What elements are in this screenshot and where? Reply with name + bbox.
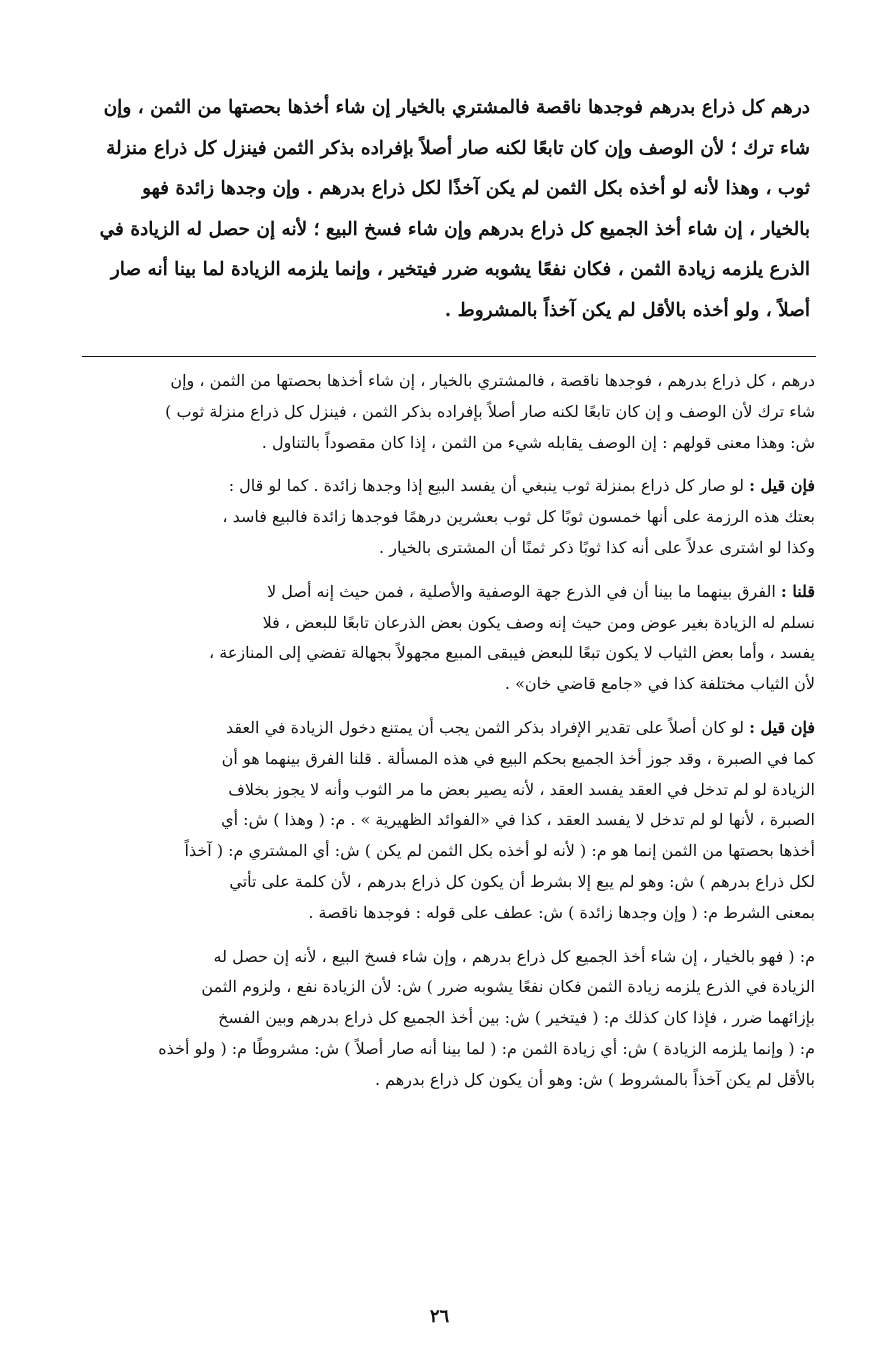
main-text-line: شاء ترك ؛ لأن الوصف وإن كان تابعًا لكنه صار أصلاً بإفراده بذكر الثمن فينزل كل ذراع منزلة xyxy=(106,137,810,159)
commentary-paragraph xyxy=(80,471,815,563)
commentary-paragraph xyxy=(80,713,815,929)
paragraph-lead: قلنا : xyxy=(780,581,815,601)
main-text-line: ثوب ، وهذا لأنه لو أخذه بكل الثمن لم يكن آخذًا لكل ذراع بدرهم . وإن وجدها زائدة فهو xyxy=(142,178,810,199)
commentary-line: نسلم له الزيادة بغير عوض ومن حيث إنه وصف يكون بعض الذرعان تابعًا للبعض ، فلا xyxy=(262,612,815,632)
commentary-line: بعتك هذه الرزمة على أنها خمسون ثوبًا كل ثوب بعشرين درهمًا فوجدها زائدة فالبيع فاسد ، xyxy=(222,507,815,527)
commentary-line xyxy=(80,577,815,608)
commentary-line: لكل ذراع بدرهم ) ش: وهو لم يبع إلا بشرط أن يكون كل ذراع بدرهم ، لأن كلمة على تأتي xyxy=(229,871,815,891)
commentary-line: م: ( وإنما يلزمه الزيادة ) ش: أي زيادة الثمن م: ( لما بينا أنه صار أصلاً ) ش: مشروطًا م: ( ولو أخذه xyxy=(158,1038,815,1058)
page-number: ٢٦ xyxy=(429,1306,450,1327)
commentary-line: الصبرة ، لأنها لو لم تدخل لا يفسد العقد ، كذا في «الفوائد الظهيرية » . م: ( وهذا ) ش: أي xyxy=(221,810,815,830)
commentary-line: بإزائهما ضرر ، فإذا كان كذلك م: ( فيتخير ) ش: بين أخذ الجميع كل ذراع بدرهم وبين الفسخ xyxy=(218,1008,815,1028)
line-text: الفرق بينهما ما بينا أن في الذرع جهة الوصفية والأصلية ، فمن حيث إنه أصل لا xyxy=(267,581,776,601)
main-text-line: الذرع يلزمه زيادة الثمن ، فكان نفعًا يشوبه ضرر فيتخير ، وإنما يلزمه الزيادة لما بينا أنه صار xyxy=(110,259,810,280)
commentary-line: كما في الصبرة ، وقد جوز أخذ الجميع بحكم البيع في هذه المسألة . قلنا الفرق بينهما هو أن xyxy=(221,748,815,768)
commentary-line: يفسد ، وأما بعض الثياب لا يكون تبعًا للبعض فيبقى المبيع مجهولاً بجهالة تفضي إلى المنازعة ، xyxy=(208,643,815,663)
commentary-line: م: ( فهو بالخيار ، إن شاء أخذ الجميع كل ذراع بدرهم ، وإن شاء فسخ البيع ، لأنه إن حصل له xyxy=(213,946,815,966)
commentary-line: الزيادة في الذرع يلزمه زيادة الثمن فكان نفعًا يشوبه ضرر ) ش: لأن الزيادة نفع ، ولزوم الثمن xyxy=(201,977,815,997)
commentary-line: ش: وهذا معنى قولهم : إن الوصف يقابله شيء من الثمن ، إذا كان مقصوداً بالتناول . xyxy=(261,432,815,452)
commentary-line: بالأقل لم يكن آخذاً بالمشروط ) ش: وهو أن يكون كل ذراع بدرهم . xyxy=(374,1069,815,1089)
commentary xyxy=(80,366,815,1109)
commentary-paragraph xyxy=(80,366,815,458)
commentary-line: بمعنى الشرط م: ( وإن وجدها زائدة ) ش: عطف على قوله : فوجدها ناقصة . xyxy=(308,902,815,922)
commentary-line xyxy=(80,471,815,502)
section-divider xyxy=(82,356,816,357)
commentary-line: وكذا لو اشترى عدلاً على أنه كذا ثوبًا ذكر ثمنًا أن المشترى بالخيار . xyxy=(379,537,815,557)
main-text-line: درهم كل ذراع بدرهم فوجدها ناقصة فالمشتري بالخيار إن شاء أخذها بحصتها من الثمن ، وإن xyxy=(103,97,810,118)
main-text-line: أصلاً ، ولو أخذه بالأقل لم يكن آخذاً بالمشروط . xyxy=(444,299,810,321)
commentary-line: أخذها بحصتها من الثمن إنما هو م: ( لأنه لو أخذه بكل الثمن لم يكن ) ش: أي المشتري م: ( آخذاً xyxy=(184,841,815,861)
commentary-line xyxy=(80,713,815,744)
commentary-line: شاء ترك لأن الوصف و إن كان تابعًا لكنه صار أصلاً بإفراده بذكر الثمن ، فينزل كل ذراع منزلة ثوب ) xyxy=(165,401,815,421)
paragraph-lead: فإن قيل : xyxy=(749,717,815,737)
commentary-paragraph xyxy=(80,942,815,1096)
commentary-line: لأن الثياب مختلفة كذا في «جامع قاضي خان» . xyxy=(504,674,815,694)
paragraph-lead: فإن قيل : xyxy=(749,476,815,496)
line-text: لو كان أصلاً على تقدير الإفراد بذكر الثمن يجب أن يمتنع دخول الزيادة في العقد xyxy=(225,717,744,737)
line-text: لو صار كل ذراع بمنزلة ثوب ينبغي أن يفسد البيع إذا وجدها زائدة . كما لو قال : xyxy=(228,476,744,496)
commentary-line: الزيادة لو لم تدخل في العقد يفسد العقد ، لأنه يصير بعض ما مر الثوب وأنه لا يجوز بخلاف xyxy=(228,779,815,799)
commentary-paragraph xyxy=(80,577,815,700)
main-text xyxy=(82,88,810,331)
commentary-line: درهم ، كل ذراع بدرهم ، فوجدها ناقصة ، فالمشتري بالخيار ، إن شاء أخذها بحصتها من الثمن ، وإن xyxy=(170,371,815,390)
main-text-line: بالخيار ، إن شاء أخذ الجميع كل ذراع بدرهم وإن شاء فسخ البيع ؛ لأنه إن حصل له الزيادة في xyxy=(99,218,810,240)
